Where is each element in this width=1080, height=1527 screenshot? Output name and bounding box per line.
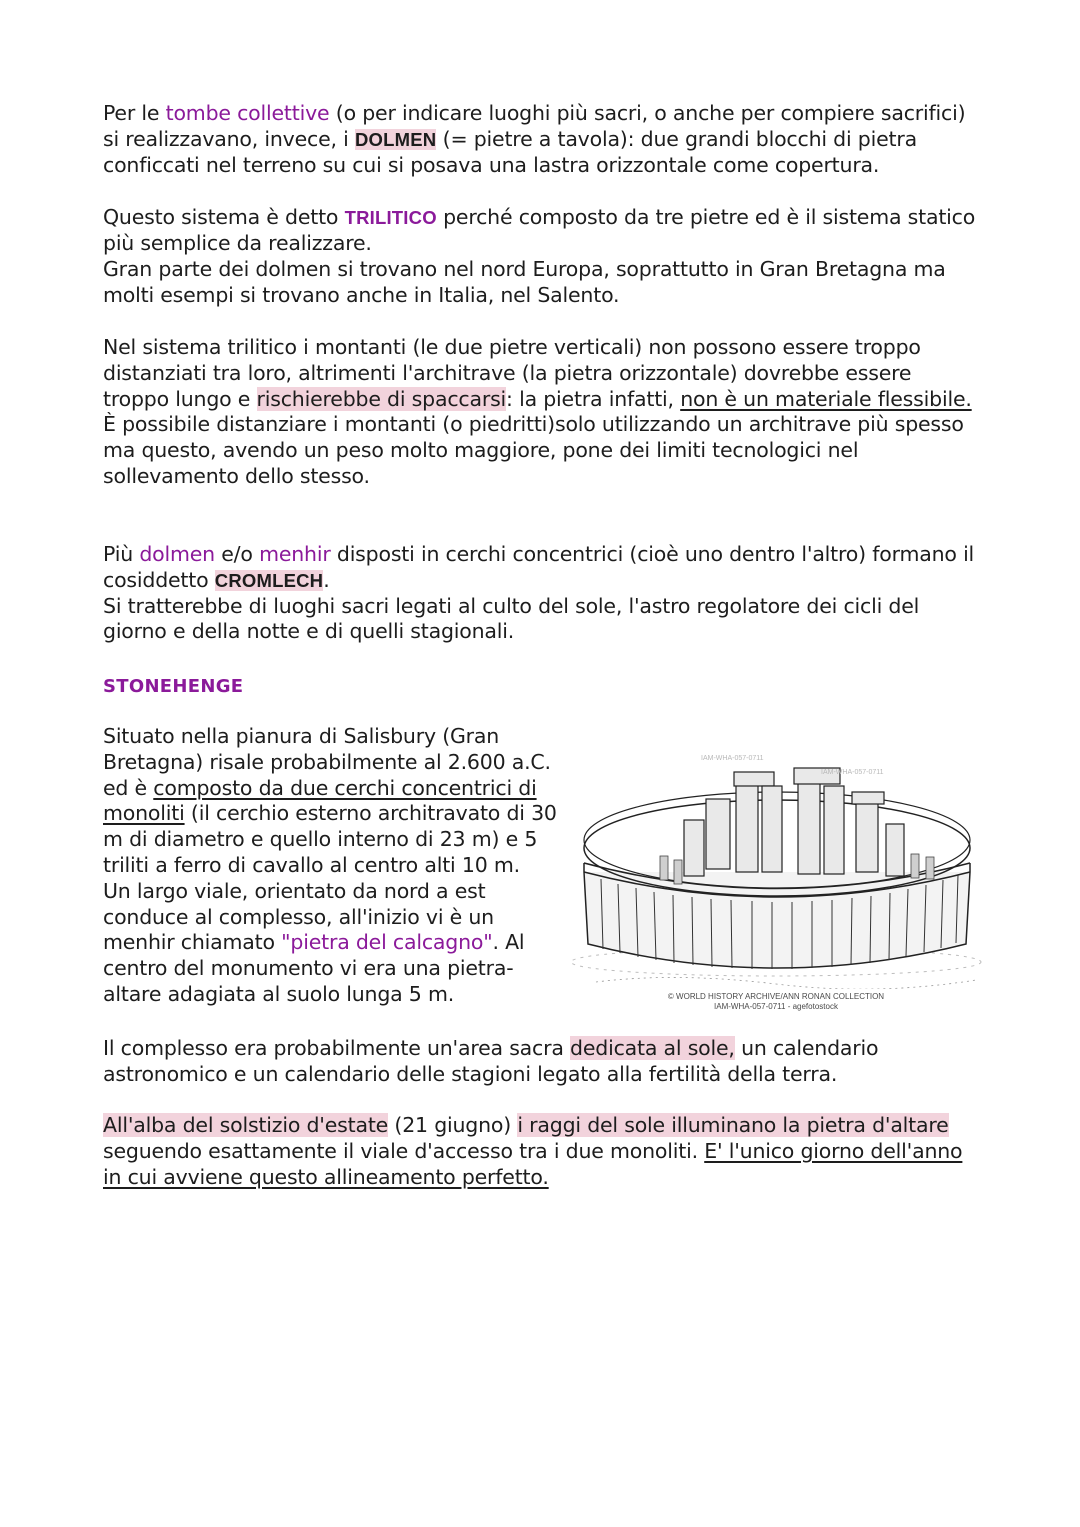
term-pietra-del-calcagno: "pietra del calcagno" <box>281 930 493 955</box>
text: e/o <box>214 542 260 566</box>
watermark-text: IAM-WHA-057-0711 <box>701 755 764 762</box>
text: . Al centro del monumento vi era una pietra-altare adagiata al suolo lunga 5 m. <box>103 930 525 1006</box>
text: Gran parte dei dolmen si trovano nel nord Europa, soprattutto in Gran Bretagna ma molti esempi si trovano anche in Italia, nel Salento. <box>103 257 946 307</box>
paragraph-cromlech <box>103 542 983 645</box>
text: (21 giugno) <box>388 1113 518 1137</box>
paragraph-solstizio <box>103 1113 983 1190</box>
section-heading: STONEHENGE <box>103 676 244 697</box>
text: Il complesso era probabilmente un'area sacra <box>103 1036 571 1060</box>
text: Un largo viale, orientato da nord a est conduce al complesso, all'inizio vi è un menhir chiamato <box>103 878 494 955</box>
term-tombe-collettive: tombe collettive <box>165 101 330 125</box>
text: perché composto da tre pietre ed è il sistema statico più semplice da realizzare. <box>103 205 976 255</box>
stonehenge-drawing <box>556 744 996 989</box>
highlight-spaccarsi: rischierebbe di spaccarsi <box>256 386 507 411</box>
caption-credit: © WORLD HISTORY ARCHIVE/ANN RONAN COLLECTION <box>667 992 885 1001</box>
caption-id: IAM-WHA-057-0711 - agefotostock <box>714 1002 838 1011</box>
text: Più <box>103 542 140 566</box>
text: seguendo esattamente il viale d'accesso tra i due monoliti. <box>103 1138 705 1163</box>
image-caption <box>556 992 996 1012</box>
text: (= pietre a tavola): due grandi blocchi di pietra conficcati nel terreno su cui si posava una lastra orizzontale come copertura. <box>103 126 917 177</box>
text: un calendario astronomico e un calendario delle stagioni legato alla fertilità della terra. <box>103 1036 879 1086</box>
highlight-sole: dedicata al sole, <box>570 1036 735 1060</box>
highlight-solstizio: All'alba del solstizio d'estate <box>103 1113 389 1137</box>
paragraph-distribuzione <box>103 257 983 309</box>
watermark-text: IAM-WHA-057-0711 <box>821 769 884 776</box>
text: (o per indicare luoghi più sacri, o anche per compiere sacrifici) si realizzavano, invece, i <box>103 101 966 151</box>
text: : la pietra infatti, <box>506 386 681 411</box>
underline-flessibile: non è un materiale flessibile. <box>680 386 972 411</box>
text: Nel sistema trilitico i montanti (le due pietre verticali) non possono essere troppo distanziati tra loro, altrimenti l'architrave (la pietra orizzontale) dovrebbe essere troppo lungo e <box>103 335 921 411</box>
text: Per le <box>103 101 166 125</box>
text: . <box>323 567 330 592</box>
term-menhir: menhir <box>259 542 331 566</box>
text: Situato nella pianura di Salisbury (Gran Bretagna) risale probabilmente al 2.600 a.C. ed è <box>103 724 551 800</box>
text: (il cerchio esterno architravato di 30 m di diametro e quello interno di 23 m) e 5 triliti a ferro di cavallo al centro alti 10 m. <box>103 801 557 877</box>
paragraph-area-sacra <box>103 1036 983 1088</box>
paragraph-montanti <box>103 335 983 490</box>
highlight-raggi: i raggi del sole illuminano la pietra d'altare <box>517 1113 949 1137</box>
text: Si tratterebbe di luoghi sacri legati al culto del sole, l'astro regolatore dei cicli del giorno e della notte e di quelli stagionali. <box>103 593 920 644</box>
text: Questo sistema è detto <box>103 205 345 229</box>
term-cromlech: CROMLECH <box>214 569 324 591</box>
term-dolmen: DOLMEN <box>354 128 437 150</box>
paragraph-dolmen <box>103 101 983 178</box>
paragraph-stonehenge <box>103 724 563 1008</box>
term-trilitico: TRILITICO <box>344 207 437 228</box>
underline-cerchi: composto da due cerchi concentrici di monoliti <box>103 775 537 826</box>
term-dolmen: dolmen <box>139 542 215 566</box>
stonehenge-illustration <box>556 744 996 1019</box>
paragraph-trilitico <box>103 205 983 257</box>
underline-allineamento: E' l'unico giorno dell'anno in cui avviene questo allineamento perfetto. <box>103 1138 963 1189</box>
text: disposti in cerchi concentrici (cioè uno dentro l'altro) formano il cosiddetto <box>103 542 975 592</box>
text: È possibile distanziare i montanti (o piedritti)solo utilizzando un architrave più spesso ma questo, avendo un peso molto maggiore, pone dei limiti tecnologici nel sollevamento dello stesso. <box>103 412 964 488</box>
